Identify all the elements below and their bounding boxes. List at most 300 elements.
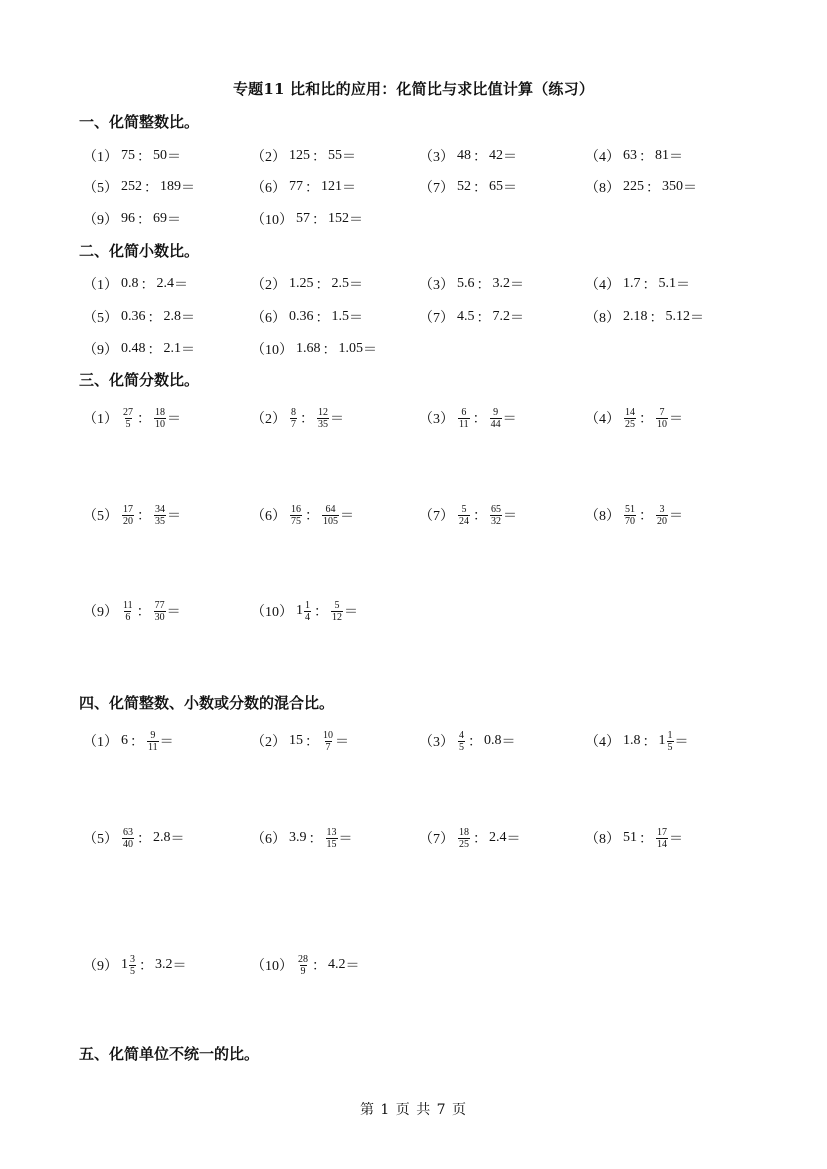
problem-number: （10） bbox=[251, 343, 293, 358]
ratio-term: 75 bbox=[121, 148, 135, 163]
fraction-numerator: 63 bbox=[123, 826, 133, 838]
fraction-denominator: 5 bbox=[125, 418, 131, 430]
ratio-term: 0.48 bbox=[121, 341, 146, 356]
ratio-term: 1.68 bbox=[296, 341, 321, 356]
equals-sign: ＝ bbox=[338, 832, 353, 847]
fraction-numerator: 18 bbox=[459, 826, 469, 838]
problem-number: （9） bbox=[83, 605, 118, 620]
problem-item bbox=[251, 823, 353, 853]
problem-number: （5） bbox=[83, 509, 118, 524]
ratio-term: 0.8 bbox=[484, 733, 502, 748]
ratio-colon: ： bbox=[468, 735, 482, 750]
equals-sign: ＝ bbox=[674, 735, 689, 750]
fraction bbox=[154, 504, 166, 527]
section-heading: 三、化简分数比。 bbox=[79, 371, 200, 389]
fraction bbox=[322, 730, 334, 753]
ratio-term: 121 bbox=[321, 179, 342, 194]
ratio-term: 2.8 bbox=[163, 309, 181, 324]
ratio-colon: ： bbox=[639, 509, 653, 524]
problem-number: （6） bbox=[251, 181, 286, 196]
fraction bbox=[122, 600, 134, 623]
fraction-denominator: 70 bbox=[625, 515, 635, 527]
problem-item bbox=[251, 500, 354, 530]
fraction bbox=[290, 407, 297, 430]
ratio-colon: ： bbox=[137, 213, 151, 228]
fraction bbox=[458, 827, 470, 850]
ratio-term: 2.8 bbox=[153, 830, 171, 845]
fraction bbox=[154, 407, 166, 430]
problem-number: （8） bbox=[585, 181, 620, 196]
ratio-colon: ： bbox=[473, 181, 487, 196]
ratio-term: 65 bbox=[489, 179, 503, 194]
ratio-term: 152 bbox=[328, 211, 349, 226]
fraction bbox=[122, 407, 134, 430]
ratio-term: 1.25 bbox=[289, 276, 314, 291]
fraction bbox=[490, 504, 502, 527]
fraction-numerator: 11 bbox=[123, 599, 133, 611]
problem-item bbox=[251, 596, 358, 626]
problem-number: （1） bbox=[83, 735, 118, 750]
fraction-denominator: 4 bbox=[305, 611, 310, 623]
fraction-denominator: 30 bbox=[154, 611, 165, 623]
problem-item bbox=[251, 141, 356, 171]
equals-sign: ＝ bbox=[683, 181, 697, 196]
fraction-denominator: 5 bbox=[667, 741, 673, 753]
ratio-term: 4.5 bbox=[457, 309, 475, 324]
ratio-colon: ： bbox=[639, 150, 653, 165]
ratio-colon: ： bbox=[315, 311, 330, 326]
equals-sign: ＝ bbox=[174, 278, 188, 293]
ratio-colon: ： bbox=[139, 959, 153, 974]
equals-sign: ＝ bbox=[172, 959, 187, 974]
fraction bbox=[317, 407, 329, 430]
problem-number: （2） bbox=[251, 150, 286, 165]
fraction-denominator: 14 bbox=[657, 838, 667, 850]
problem-number: （5） bbox=[83, 311, 118, 326]
fraction-numerator: 17 bbox=[123, 503, 133, 515]
fraction bbox=[122, 827, 134, 850]
fraction bbox=[624, 407, 636, 430]
ratio-colon: ： bbox=[312, 150, 326, 165]
ratio-colon: ： bbox=[473, 832, 487, 847]
fraction-denominator: 11 bbox=[459, 418, 469, 430]
equals-sign: ＝ bbox=[363, 343, 377, 358]
ratio-term: 0.8 bbox=[121, 276, 139, 291]
fraction-numerator: 65 bbox=[491, 503, 501, 515]
fraction-numerator: 64 bbox=[325, 503, 336, 515]
page-title: 专题11 比和比的应用：化简比与求比值计算（练习） bbox=[232, 80, 595, 98]
fraction bbox=[458, 504, 470, 527]
ratio-colon: ： bbox=[473, 150, 487, 165]
problem-item bbox=[251, 726, 349, 756]
problem-item bbox=[83, 500, 181, 530]
problem-number: （2） bbox=[251, 412, 286, 427]
problem-item bbox=[251, 204, 363, 234]
problem-item bbox=[419, 172, 517, 202]
ratio-term: 189 bbox=[160, 179, 181, 194]
fraction-denominator: 20 bbox=[657, 515, 667, 527]
ratio-term: 55 bbox=[328, 148, 342, 163]
problem-number: （7） bbox=[419, 181, 454, 196]
ratio-colon: ： bbox=[472, 412, 487, 427]
problem-number: （9） bbox=[83, 959, 118, 974]
fraction-numerator: 3 bbox=[130, 953, 135, 965]
ratio-colon: ： bbox=[137, 412, 151, 427]
fraction-numerator: 3 bbox=[659, 503, 665, 515]
ratio-colon: ： bbox=[649, 311, 664, 326]
fraction-numerator: 1 bbox=[305, 599, 310, 611]
ratio-colon: ： bbox=[476, 311, 491, 326]
fraction-numerator: 16 bbox=[291, 503, 301, 515]
fraction-denominator: 35 bbox=[155, 515, 165, 527]
equals-sign: ＝ bbox=[335, 735, 349, 750]
ratio-term: 3.2 bbox=[492, 276, 510, 291]
equals-sign: ＝ bbox=[669, 412, 683, 427]
fraction bbox=[656, 504, 668, 527]
problem-number: （5） bbox=[83, 181, 118, 196]
problem-number: （10） bbox=[251, 959, 293, 974]
ratio-term: 7.2 bbox=[492, 309, 510, 324]
page-footer: 第 1 页 共 7 页 bbox=[359, 1102, 468, 1118]
ratio-term: 42 bbox=[489, 148, 503, 163]
equals-sign: ＝ bbox=[181, 343, 195, 358]
equals-sign: ＝ bbox=[669, 150, 683, 165]
ratio-colon: ： bbox=[642, 735, 657, 750]
section-heading: 五、化简单位不统一的比。 bbox=[79, 1045, 260, 1063]
ratio-colon: ： bbox=[305, 735, 319, 750]
problem-item bbox=[585, 269, 690, 299]
equals-sign: ＝ bbox=[503, 150, 517, 165]
fraction-denominator: 35 bbox=[318, 418, 328, 430]
fraction bbox=[490, 407, 502, 430]
problem-number: （5） bbox=[83, 832, 118, 847]
ratio-term: 6 bbox=[121, 733, 128, 748]
problem-number: （9） bbox=[83, 343, 118, 358]
problem-item bbox=[251, 403, 344, 433]
mixed-number bbox=[659, 730, 675, 753]
equals-sign: ＝ bbox=[506, 832, 521, 847]
ratio-colon: ： bbox=[136, 605, 151, 620]
problem-item bbox=[419, 141, 517, 171]
fraction-numerator: 8 bbox=[291, 406, 296, 418]
fraction-denominator: 25 bbox=[625, 418, 635, 430]
fraction-denominator: 12 bbox=[332, 611, 342, 623]
problem-item bbox=[419, 269, 524, 299]
ratio-colon: ： bbox=[147, 343, 162, 358]
ratio-term: 48 bbox=[457, 148, 471, 163]
problem-item bbox=[585, 302, 704, 332]
fraction-denominator: 10 bbox=[657, 418, 667, 430]
fraction-denominator: 7 bbox=[325, 741, 331, 753]
equals-sign: ＝ bbox=[503, 509, 517, 524]
equals-sign: ＝ bbox=[166, 605, 181, 620]
problem-item bbox=[83, 403, 181, 433]
problem-number: （1） bbox=[83, 278, 118, 293]
ratio-colon: ： bbox=[137, 832, 151, 847]
equals-sign: ＝ bbox=[342, 181, 356, 196]
fraction-numerator: 9 bbox=[150, 729, 156, 741]
fraction-numerator: 34 bbox=[155, 503, 165, 515]
ratio-colon: ： bbox=[314, 605, 328, 620]
equals-sign: ＝ bbox=[344, 605, 358, 620]
equals-sign: ＝ bbox=[330, 412, 344, 427]
fraction bbox=[322, 504, 339, 527]
problem-item bbox=[419, 726, 516, 756]
ratio-term: 2.5 bbox=[331, 276, 349, 291]
problem-item bbox=[585, 403, 683, 433]
fraction-numerator: 6 bbox=[461, 406, 467, 418]
fraction bbox=[624, 504, 636, 527]
fraction-numerator: 13 bbox=[326, 826, 337, 838]
equals-sign: ＝ bbox=[181, 311, 195, 326]
fraction bbox=[147, 730, 159, 753]
equals-sign: ＝ bbox=[669, 509, 683, 524]
problem-item bbox=[83, 141, 181, 171]
fraction-denominator: 6 bbox=[125, 611, 131, 623]
ratio-term: 63 bbox=[623, 148, 637, 163]
ratio-colon: ： bbox=[476, 278, 491, 293]
fraction-numerator: 17 bbox=[657, 826, 667, 838]
ratio-colon: ： bbox=[322, 343, 337, 358]
section-heading: 二、化简小数比。 bbox=[79, 242, 200, 260]
ratio-term: 3.9 bbox=[289, 830, 307, 845]
fraction-numerator: 18 bbox=[155, 406, 165, 418]
ratio-term: 1.5 bbox=[331, 309, 349, 324]
problem-item bbox=[251, 269, 363, 299]
fraction bbox=[129, 954, 136, 977]
ratio-colon: ： bbox=[308, 832, 323, 847]
fraction bbox=[458, 407, 470, 430]
ratio-colon: ： bbox=[642, 278, 657, 293]
problem-item bbox=[83, 950, 187, 980]
ratio-term: 50 bbox=[153, 148, 167, 163]
fraction-denominator: 75 bbox=[291, 515, 301, 527]
fraction-denominator: 32 bbox=[491, 515, 501, 527]
ratio-term: 1.05 bbox=[338, 341, 363, 356]
equals-sign: ＝ bbox=[349, 213, 363, 228]
problem-item bbox=[419, 500, 517, 530]
problem-item bbox=[83, 334, 195, 364]
ratio-term: 5.1 bbox=[658, 276, 676, 291]
fraction-numerator: 5 bbox=[334, 599, 340, 611]
mixed-number bbox=[296, 600, 312, 623]
section-heading: 一、化简整数比。 bbox=[79, 113, 200, 131]
problem-number: （10） bbox=[251, 213, 293, 228]
problem-item bbox=[251, 302, 363, 332]
fraction-denominator: 25 bbox=[459, 838, 469, 850]
fraction-denominator: 10 bbox=[155, 418, 165, 430]
fraction-numerator: 12 bbox=[318, 406, 328, 418]
ratio-colon: ： bbox=[130, 735, 144, 750]
fraction bbox=[154, 600, 166, 623]
equals-sign: ＝ bbox=[510, 311, 524, 326]
problem-number: （7） bbox=[419, 832, 454, 847]
fraction bbox=[458, 730, 465, 753]
ratio-colon: ： bbox=[144, 181, 158, 196]
fraction-numerator: 4 bbox=[459, 729, 464, 741]
fraction-denominator: 20 bbox=[123, 515, 133, 527]
fraction-numerator: 27 bbox=[123, 406, 133, 418]
equals-sign: ＝ bbox=[510, 278, 524, 293]
ratio-colon: ： bbox=[473, 509, 487, 524]
ratio-colon: ： bbox=[147, 311, 162, 326]
ratio-term: 2.1 bbox=[163, 341, 181, 356]
problem-item bbox=[83, 204, 181, 234]
problem-number: （6） bbox=[251, 509, 286, 524]
fraction-denominator: 5 bbox=[130, 965, 135, 977]
ratio-term: 69 bbox=[153, 211, 167, 226]
ratio-term: 5.6 bbox=[457, 276, 475, 291]
problem-number: （1） bbox=[83, 412, 118, 427]
problem-number: （4） bbox=[585, 735, 620, 750]
ratio-colon: ： bbox=[646, 181, 660, 196]
fraction-denominator: 9 bbox=[300, 965, 306, 977]
problem-number: （4） bbox=[585, 412, 620, 427]
ratio-term: 57 bbox=[296, 211, 310, 226]
equals-sign: ＝ bbox=[167, 412, 181, 427]
ratio-colon: ： bbox=[140, 278, 155, 293]
problem-item bbox=[251, 950, 360, 980]
fraction-numerator: 77 bbox=[154, 599, 165, 611]
ratio-colon: ： bbox=[137, 150, 151, 165]
fraction-denominator: 15 bbox=[326, 838, 337, 850]
problem-item bbox=[585, 172, 697, 202]
ratio-term: 52 bbox=[457, 179, 471, 194]
problem-number: （9） bbox=[83, 213, 118, 228]
fraction-denominator: 24 bbox=[459, 515, 469, 527]
ratio-colon: ： bbox=[315, 278, 330, 293]
mixed-whole: 1 bbox=[658, 733, 666, 748]
equals-sign: ＝ bbox=[503, 181, 517, 196]
fraction-denominator: 7 bbox=[291, 418, 296, 430]
problem-number: （3） bbox=[419, 412, 454, 427]
problem-number: （8） bbox=[585, 509, 620, 524]
equals-sign: ＝ bbox=[502, 412, 517, 427]
ratio-term: 2.4 bbox=[156, 276, 174, 291]
ratio-term: 0.36 bbox=[289, 309, 314, 324]
problem-number: （8） bbox=[585, 832, 620, 847]
problem-item bbox=[251, 172, 356, 202]
fraction-numerator: 1 bbox=[667, 729, 673, 741]
equals-sign: ＝ bbox=[167, 213, 181, 228]
problem-item bbox=[419, 823, 521, 853]
problem-number: （3） bbox=[419, 278, 454, 293]
problem-number: （1） bbox=[83, 150, 118, 165]
equals-sign: ＝ bbox=[349, 278, 363, 293]
fraction-numerator: 28 bbox=[298, 953, 308, 965]
fraction-numerator: 9 bbox=[493, 406, 499, 418]
fraction bbox=[656, 407, 668, 430]
equals-sign: ＝ bbox=[345, 959, 360, 974]
ratio-term: 3.2 bbox=[155, 957, 173, 972]
ratio-term: 350 bbox=[662, 179, 683, 194]
problem-number: （3） bbox=[419, 150, 454, 165]
ratio-term: 96 bbox=[121, 211, 135, 226]
ratio-term: 2.18 bbox=[623, 309, 648, 324]
fraction-denominator: 44 bbox=[490, 418, 501, 430]
problem-number: （4） bbox=[585, 150, 620, 165]
fraction-numerator: 7 bbox=[659, 406, 665, 418]
ratio-term: 125 bbox=[289, 148, 310, 163]
equals-sign: ＝ bbox=[340, 509, 354, 524]
ratio-term: 81 bbox=[655, 148, 669, 163]
section-heading: 四、化简整数、小数或分数的混合比。 bbox=[79, 694, 335, 712]
problem-item bbox=[585, 726, 689, 756]
problem-number: （6） bbox=[251, 832, 286, 847]
problem-number: （6） bbox=[251, 311, 286, 326]
problem-number: （10） bbox=[251, 605, 293, 620]
fraction bbox=[331, 600, 343, 623]
problem-item bbox=[83, 302, 195, 332]
ratio-colon: ： bbox=[305, 181, 319, 196]
equals-sign: ＝ bbox=[167, 509, 181, 524]
fraction bbox=[667, 730, 674, 753]
equals-sign: ＝ bbox=[159, 735, 174, 750]
problem-number: （7） bbox=[419, 509, 454, 524]
mixed-number bbox=[121, 954, 137, 977]
fraction-denominator: 5 bbox=[459, 741, 464, 753]
problem-number: （4） bbox=[585, 278, 620, 293]
equals-sign: ＝ bbox=[349, 311, 363, 326]
problem-number: （8） bbox=[585, 311, 620, 326]
problem-item bbox=[251, 334, 377, 364]
problem-item bbox=[83, 269, 188, 299]
fraction bbox=[297, 954, 309, 977]
ratio-term: 1.7 bbox=[623, 276, 641, 291]
ratio-colon: ： bbox=[312, 959, 326, 974]
ratio-term: 0.36 bbox=[121, 309, 146, 324]
ratio-term: 77 bbox=[289, 179, 303, 194]
ratio-term: 252 bbox=[121, 179, 142, 194]
problem-item bbox=[419, 302, 524, 332]
ratio-term: 2.4 bbox=[489, 830, 507, 845]
problem-item bbox=[83, 596, 181, 626]
ratio-term: 51 bbox=[623, 830, 637, 845]
fraction-numerator: 51 bbox=[625, 503, 635, 515]
ratio-term: 1.8 bbox=[623, 733, 641, 748]
equals-sign: ＝ bbox=[181, 181, 195, 196]
fraction bbox=[122, 504, 134, 527]
fraction-denominator: 105 bbox=[323, 515, 338, 527]
equals-sign: ＝ bbox=[170, 832, 185, 847]
mixed-whole: 1 bbox=[296, 603, 303, 618]
fraction-denominator: 40 bbox=[123, 838, 133, 850]
fraction bbox=[290, 504, 302, 527]
ratio-colon: ： bbox=[300, 412, 314, 427]
ratio-colon: ： bbox=[305, 509, 319, 524]
problem-number: （2） bbox=[251, 278, 286, 293]
fraction-numerator: 10 bbox=[323, 729, 333, 741]
problem-item bbox=[83, 823, 185, 853]
equals-sign: ＝ bbox=[669, 832, 683, 847]
problem-number: （7） bbox=[419, 311, 454, 326]
fraction-numerator: 5 bbox=[461, 503, 467, 515]
fraction-numerator: 14 bbox=[625, 406, 635, 418]
fraction bbox=[304, 600, 311, 623]
ratio-term: 4.2 bbox=[328, 957, 346, 972]
ratio-colon: ： bbox=[137, 509, 151, 524]
problem-item bbox=[585, 500, 683, 530]
fraction bbox=[326, 827, 338, 850]
equals-sign: ＝ bbox=[690, 311, 704, 326]
problem-number: （3） bbox=[419, 735, 454, 750]
fraction-denominator: 11 bbox=[148, 741, 158, 753]
ratio-colon: ： bbox=[639, 832, 653, 847]
ratio-colon: ： bbox=[312, 213, 326, 228]
fraction bbox=[656, 827, 668, 850]
problem-item bbox=[585, 141, 683, 171]
problem-item bbox=[419, 403, 517, 433]
